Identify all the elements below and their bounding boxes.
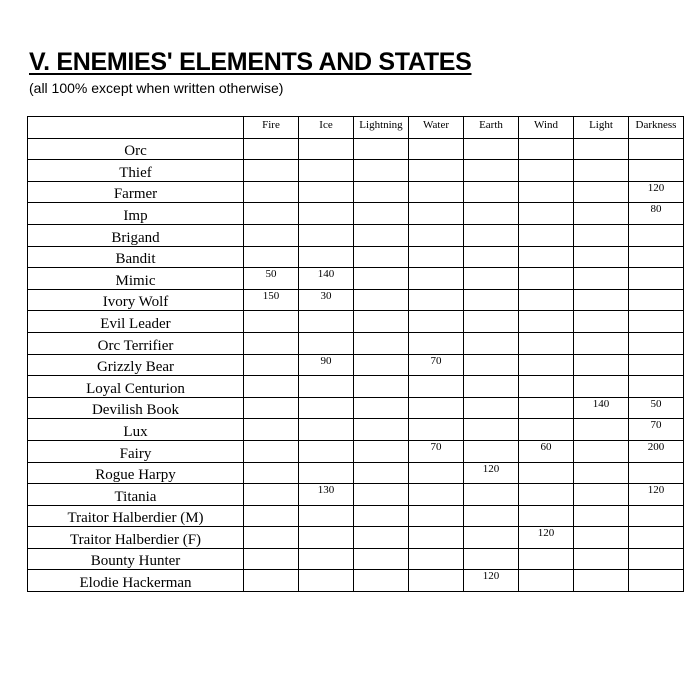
table-row (28, 181, 684, 203)
column-header-water: Water (409, 117, 464, 139)
value-cell-wind (519, 246, 574, 268)
value-cell-earth (464, 203, 519, 225)
value-cell-water (409, 160, 464, 182)
value-cell-darkness: 120 (629, 181, 684, 203)
enemy-name: Traitor Halberdier (M) (28, 505, 244, 527)
value-cell-darkness (629, 505, 684, 527)
value-cell-fire (244, 484, 299, 506)
value-cell-wind (519, 484, 574, 506)
value-cell-earth (464, 311, 519, 333)
value-cell-water (409, 397, 464, 419)
value-cell-earth (464, 419, 519, 441)
value-cell-lightning (354, 527, 409, 549)
value-cell-ice: 140 (299, 268, 354, 290)
value-cell-earth (464, 160, 519, 182)
table-row (28, 246, 684, 268)
value-cell-water (409, 462, 464, 484)
value-cell-water (409, 203, 464, 225)
value-cell-wind (519, 354, 574, 376)
value-cell-light (574, 160, 629, 182)
enemy-name: Bandit (28, 246, 244, 268)
value-cell-water (409, 138, 464, 160)
value-cell-earth (464, 181, 519, 203)
value-cell-fire (244, 311, 299, 333)
column-header-wind: Wind (519, 117, 574, 139)
enemy-name: Elodie Hackerman (28, 570, 244, 592)
value-cell-earth (464, 440, 519, 462)
value-cell-fire (244, 181, 299, 203)
value-cell-light (574, 332, 629, 354)
value-cell-light (574, 354, 629, 376)
value-cell-darkness (629, 138, 684, 160)
value-cell-water (409, 484, 464, 506)
value-cell-water (409, 527, 464, 549)
value-cell-ice: 30 (299, 289, 354, 311)
enemy-name: Thief (28, 160, 244, 182)
value-cell-fire (244, 224, 299, 246)
value-cell-wind (519, 181, 574, 203)
column-header-darkness: Darkness (629, 117, 684, 139)
value-cell-fire (244, 246, 299, 268)
enemy-name: Imp (28, 203, 244, 225)
value-cell-wind (519, 462, 574, 484)
value-cell-lightning (354, 376, 409, 398)
column-header-light: Light (574, 117, 629, 139)
value-cell-wind (519, 311, 574, 333)
table-row (28, 138, 684, 160)
value-cell-lightning (354, 203, 409, 225)
value-cell-earth (464, 224, 519, 246)
value-cell-wind (519, 289, 574, 311)
elements-table (27, 116, 684, 592)
page-title: V. ENEMIES' ELEMENTS AND STATES (29, 48, 472, 76)
enemy-name: Devilish Book (28, 397, 244, 419)
value-cell-darkness (629, 527, 684, 549)
value-cell-water (409, 224, 464, 246)
value-cell-darkness: 70 (629, 419, 684, 441)
value-cell-wind (519, 224, 574, 246)
value-cell-wind (519, 268, 574, 290)
enemy-name: Brigand (28, 224, 244, 246)
value-cell-ice (299, 570, 354, 592)
value-cell-fire (244, 397, 299, 419)
table-row (28, 570, 684, 592)
value-cell-water (409, 332, 464, 354)
value-cell-wind (519, 376, 574, 398)
value-cell-ice (299, 224, 354, 246)
value-cell-earth (464, 505, 519, 527)
value-cell-ice (299, 160, 354, 182)
value-cell-darkness: 80 (629, 203, 684, 225)
value-cell-lightning (354, 505, 409, 527)
value-cell-water (409, 268, 464, 290)
column-header-lightning: Lightning (354, 117, 409, 139)
value-cell-light (574, 181, 629, 203)
value-cell-darkness: 50 (629, 397, 684, 419)
value-cell-ice (299, 462, 354, 484)
value-cell-light (574, 484, 629, 506)
enemy-name: Lux (28, 419, 244, 441)
value-cell-light (574, 419, 629, 441)
value-cell-lightning (354, 440, 409, 462)
value-cell-wind (519, 548, 574, 570)
value-cell-fire (244, 419, 299, 441)
value-cell-wind (519, 160, 574, 182)
value-cell-earth (464, 246, 519, 268)
value-cell-lightning (354, 138, 409, 160)
value-cell-fire (244, 505, 299, 527)
value-cell-light (574, 570, 629, 592)
value-cell-light (574, 440, 629, 462)
value-cell-lightning (354, 268, 409, 290)
enemy-name: Farmer (28, 181, 244, 203)
table-row (28, 376, 684, 398)
value-cell-ice (299, 138, 354, 160)
table-row (28, 484, 684, 506)
value-cell-lightning (354, 246, 409, 268)
value-cell-ice (299, 527, 354, 549)
value-cell-earth (464, 484, 519, 506)
table-row (28, 548, 684, 570)
value-cell-earth (464, 354, 519, 376)
value-cell-earth (464, 376, 519, 398)
table-row (28, 419, 684, 441)
value-cell-ice (299, 505, 354, 527)
value-cell-earth: 120 (464, 462, 519, 484)
value-cell-lightning (354, 484, 409, 506)
value-cell-ice (299, 181, 354, 203)
value-cell-earth (464, 332, 519, 354)
value-cell-fire (244, 548, 299, 570)
value-cell-lightning (354, 570, 409, 592)
table-row (28, 462, 684, 484)
value-cell-water (409, 246, 464, 268)
value-cell-earth (464, 397, 519, 419)
value-cell-water (409, 419, 464, 441)
value-cell-lightning (354, 160, 409, 182)
value-cell-darkness (629, 462, 684, 484)
enemy-name: Fairy (28, 440, 244, 462)
table-row (28, 397, 684, 419)
table-row (28, 311, 684, 333)
value-cell-darkness (629, 570, 684, 592)
value-cell-light (574, 376, 629, 398)
value-cell-lightning (354, 419, 409, 441)
value-cell-fire (244, 203, 299, 225)
table-row (28, 289, 684, 311)
table-row (28, 527, 684, 549)
value-cell-lightning (354, 548, 409, 570)
value-cell-earth (464, 138, 519, 160)
enemy-name: Mimic (28, 268, 244, 290)
value-cell-light (574, 138, 629, 160)
value-cell-light (574, 311, 629, 333)
value-cell-darkness (629, 160, 684, 182)
value-cell-wind (519, 203, 574, 225)
value-cell-fire (244, 332, 299, 354)
value-cell-ice (299, 203, 354, 225)
value-cell-wind (519, 332, 574, 354)
value-cell-wind: 120 (519, 527, 574, 549)
value-cell-light (574, 289, 629, 311)
value-cell-ice (299, 332, 354, 354)
value-cell-water (409, 181, 464, 203)
value-cell-lightning (354, 311, 409, 333)
value-cell-light (574, 548, 629, 570)
value-cell-water (409, 311, 464, 333)
value-cell-fire (244, 160, 299, 182)
enemy-name: Traitor Halberdier (F) (28, 527, 244, 549)
value-cell-lightning (354, 462, 409, 484)
value-cell-fire (244, 138, 299, 160)
value-cell-ice (299, 397, 354, 419)
table-row (28, 224, 684, 246)
value-cell-lightning (354, 332, 409, 354)
enemy-name: Rogue Harpy (28, 462, 244, 484)
column-header-fire: Fire (244, 117, 299, 139)
value-cell-lightning (354, 354, 409, 376)
value-cell-earth (464, 527, 519, 549)
value-cell-earth (464, 548, 519, 570)
value-cell-darkness (629, 376, 684, 398)
value-cell-light (574, 527, 629, 549)
enemy-name: Orc (28, 138, 244, 160)
value-cell-darkness: 120 (629, 484, 684, 506)
value-cell-wind (519, 505, 574, 527)
value-cell-ice (299, 376, 354, 398)
value-cell-ice: 90 (299, 354, 354, 376)
header-corner-cell (28, 117, 244, 139)
value-cell-fire (244, 527, 299, 549)
column-header-earth: Earth (464, 117, 519, 139)
value-cell-darkness (629, 548, 684, 570)
enemy-name: Evil Leader (28, 311, 244, 333)
value-cell-water: 70 (409, 354, 464, 376)
value-cell-lightning (354, 397, 409, 419)
value-cell-ice (299, 419, 354, 441)
column-header-ice: Ice (299, 117, 354, 139)
value-cell-darkness (629, 311, 684, 333)
value-cell-fire: 50 (244, 268, 299, 290)
value-cell-darkness: 200 (629, 440, 684, 462)
value-cell-fire: 150 (244, 289, 299, 311)
value-cell-fire (244, 570, 299, 592)
value-cell-fire (244, 462, 299, 484)
value-cell-wind (519, 570, 574, 592)
value-cell-light (574, 224, 629, 246)
value-cell-light (574, 246, 629, 268)
table-row (28, 203, 684, 225)
value-cell-water (409, 570, 464, 592)
value-cell-wind: 60 (519, 440, 574, 462)
value-cell-wind (519, 397, 574, 419)
enemy-name: Bounty Hunter (28, 548, 244, 570)
value-cell-fire (244, 376, 299, 398)
value-cell-ice (299, 246, 354, 268)
value-cell-darkness (629, 224, 684, 246)
table-row (28, 160, 684, 182)
enemy-name: Grizzly Bear (28, 354, 244, 376)
value-cell-water: 70 (409, 440, 464, 462)
value-cell-earth (464, 268, 519, 290)
value-cell-fire (244, 354, 299, 376)
table-row (28, 268, 684, 290)
value-cell-water (409, 376, 464, 398)
value-cell-light (574, 268, 629, 290)
value-cell-water (409, 289, 464, 311)
page-subtitle: (all 100% except when written otherwise) (29, 80, 284, 96)
value-cell-darkness (629, 246, 684, 268)
value-cell-lightning (354, 181, 409, 203)
value-cell-ice: 130 (299, 484, 354, 506)
value-cell-earth (464, 289, 519, 311)
value-cell-darkness (629, 332, 684, 354)
table-row (28, 354, 684, 376)
table-row (28, 440, 684, 462)
value-cell-light (574, 462, 629, 484)
value-cell-light (574, 203, 629, 225)
value-cell-earth: 120 (464, 570, 519, 592)
value-cell-darkness (629, 289, 684, 311)
value-cell-ice (299, 311, 354, 333)
value-cell-wind (519, 419, 574, 441)
enemy-name: Titania (28, 484, 244, 506)
value-cell-fire (244, 440, 299, 462)
value-cell-lightning (354, 224, 409, 246)
value-cell-light: 140 (574, 397, 629, 419)
enemy-name: Ivory Wolf (28, 289, 244, 311)
value-cell-lightning (354, 289, 409, 311)
table-row (28, 332, 684, 354)
value-cell-light (574, 505, 629, 527)
value-cell-ice (299, 440, 354, 462)
value-cell-darkness (629, 268, 684, 290)
enemy-name: Loyal Centurion (28, 376, 244, 398)
enemy-name: Orc Terrifier (28, 332, 244, 354)
value-cell-water (409, 548, 464, 570)
value-cell-water (409, 505, 464, 527)
table-row (28, 505, 684, 527)
header-row (28, 117, 684, 139)
value-cell-darkness (629, 354, 684, 376)
value-cell-wind (519, 138, 574, 160)
value-cell-ice (299, 548, 354, 570)
